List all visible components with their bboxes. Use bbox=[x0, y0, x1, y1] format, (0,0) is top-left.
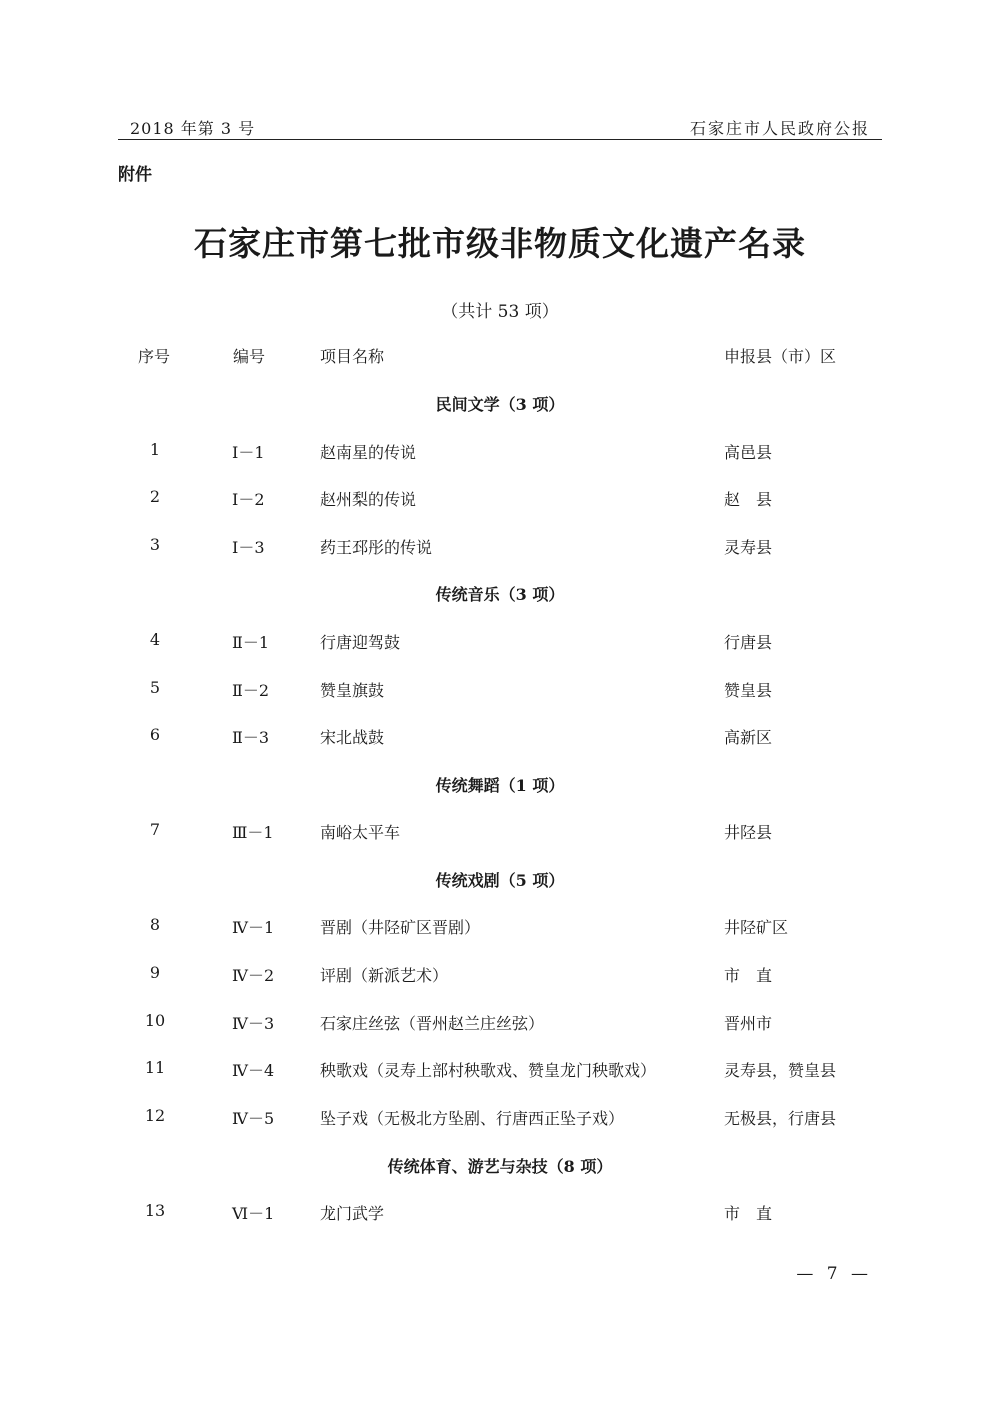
issue-number: 2018 年第 3 号 bbox=[130, 119, 256, 138]
row-county: 灵寿县 bbox=[724, 538, 773, 557]
row-code: Ⅳ－4 bbox=[232, 1061, 275, 1080]
row-name: 赞皇旗鼓 bbox=[320, 681, 385, 700]
table-row bbox=[0, 1106, 1000, 1130]
row-county: 赞皇县 bbox=[724, 681, 773, 700]
row-seq: 2 bbox=[149, 487, 161, 506]
row-seq: 12 bbox=[144, 1106, 166, 1125]
row-seq: 5 bbox=[149, 678, 161, 697]
row-code: Ⅳ－5 bbox=[232, 1109, 275, 1128]
column-header-name: 项目名称 bbox=[320, 347, 385, 366]
row-code: Ⅱ－3 bbox=[232, 728, 270, 747]
row-name: 药王邳彤的传说 bbox=[320, 538, 433, 557]
row-name: 行唐迎驾鼓 bbox=[320, 633, 401, 652]
row-seq: 4 bbox=[149, 630, 161, 649]
row-county: 晋州市 bbox=[724, 1014, 773, 1033]
row-name: 龙门武学 bbox=[320, 1204, 385, 1223]
row-county: 赵 县 bbox=[724, 490, 773, 509]
row-seq: 6 bbox=[149, 725, 161, 744]
row-county: 井陉矿区 bbox=[724, 918, 789, 937]
row-name: 晋剧（井陉矿区晋剧） bbox=[320, 918, 481, 937]
column-header-county: 申报县（市）区 bbox=[724, 347, 837, 366]
category-heading: 传统戏剧（5 项） bbox=[435, 871, 565, 890]
table-header bbox=[0, 344, 1000, 368]
row-county: 高新区 bbox=[724, 728, 773, 747]
row-name: 秧歌戏（灵寿上部村秧歌戏、赞皇龙门秧歌戏） bbox=[320, 1061, 657, 1080]
row-county: 高邑县 bbox=[724, 443, 773, 462]
table-row bbox=[0, 535, 1000, 559]
page-title: 石家庄市第七批市级非物质文化遗产名录 bbox=[194, 224, 806, 263]
row-name: 石家庄丝弦（晋州赵兰庄丝弦） bbox=[320, 1014, 545, 1033]
page-number: — 7 — bbox=[796, 1264, 872, 1284]
row-name: 评剧（新派艺术） bbox=[320, 966, 449, 985]
table-row bbox=[0, 725, 1000, 749]
row-code: Ⅱ－2 bbox=[232, 681, 270, 700]
column-header-code: 编号 bbox=[233, 347, 266, 366]
row-name: 坠子戏（无极北方坠剧、行唐西正坠子戏） bbox=[320, 1109, 625, 1128]
table-row bbox=[0, 1011, 1000, 1035]
row-seq: 11 bbox=[144, 1058, 166, 1077]
table-row bbox=[0, 915, 1000, 939]
table-row bbox=[0, 487, 1000, 511]
row-county: 无极县，行唐县 bbox=[724, 1109, 837, 1128]
row-seq: 10 bbox=[144, 1011, 166, 1030]
row-county: 市 直 bbox=[724, 966, 773, 985]
row-county: 灵寿县，赞皇县 bbox=[724, 1061, 837, 1080]
attachment-label: 附件 bbox=[118, 165, 152, 185]
row-seq: 7 bbox=[149, 820, 161, 839]
row-name: 南峪太平车 bbox=[320, 823, 401, 842]
row-code: Ⅳ－1 bbox=[232, 918, 275, 937]
table-row bbox=[0, 1201, 1000, 1225]
page-subtitle: （共计 53 项） bbox=[441, 302, 559, 322]
row-county: 行唐县 bbox=[724, 633, 773, 652]
category-heading: 民间文学（3 项） bbox=[435, 395, 565, 414]
row-seq: 8 bbox=[149, 915, 161, 934]
row-code: Ⅲ－1 bbox=[232, 823, 274, 842]
row-code: Ⅱ－1 bbox=[232, 633, 270, 652]
category-heading: 传统舞蹈（1 项） bbox=[435, 776, 565, 795]
row-name: 赵州梨的传说 bbox=[320, 490, 417, 509]
table-row bbox=[0, 678, 1000, 702]
table-row bbox=[0, 1058, 1000, 1082]
row-seq: 3 bbox=[149, 535, 161, 554]
publication-name: 石家庄市人民政府公报 bbox=[689, 119, 870, 138]
header-divider bbox=[118, 139, 882, 140]
row-code: Ⅳ－2 bbox=[232, 966, 275, 985]
category-heading: 传统体育、游艺与杂技（8 项） bbox=[387, 1157, 613, 1176]
row-name: 宋北战鼓 bbox=[320, 728, 385, 747]
row-name: 赵南星的传说 bbox=[320, 443, 417, 462]
row-code: Ⅰ－1 bbox=[232, 443, 265, 462]
table-row bbox=[0, 963, 1000, 987]
row-code: Ⅳ－3 bbox=[232, 1014, 275, 1033]
row-code: Ⅰ－3 bbox=[232, 538, 265, 557]
table-row bbox=[0, 820, 1000, 844]
row-county: 井陉县 bbox=[724, 823, 773, 842]
column-header-seq: 序号 bbox=[138, 347, 171, 366]
row-code: Ⅵ－1 bbox=[232, 1204, 275, 1223]
row-seq: 9 bbox=[149, 963, 161, 982]
category-heading: 传统音乐（3 项） bbox=[435, 585, 565, 604]
table-row bbox=[0, 440, 1000, 464]
row-code: Ⅰ－2 bbox=[232, 490, 265, 509]
row-seq: 1 bbox=[149, 440, 161, 459]
row-county: 市 直 bbox=[724, 1204, 773, 1223]
row-seq: 13 bbox=[144, 1201, 166, 1220]
table-row bbox=[0, 630, 1000, 654]
